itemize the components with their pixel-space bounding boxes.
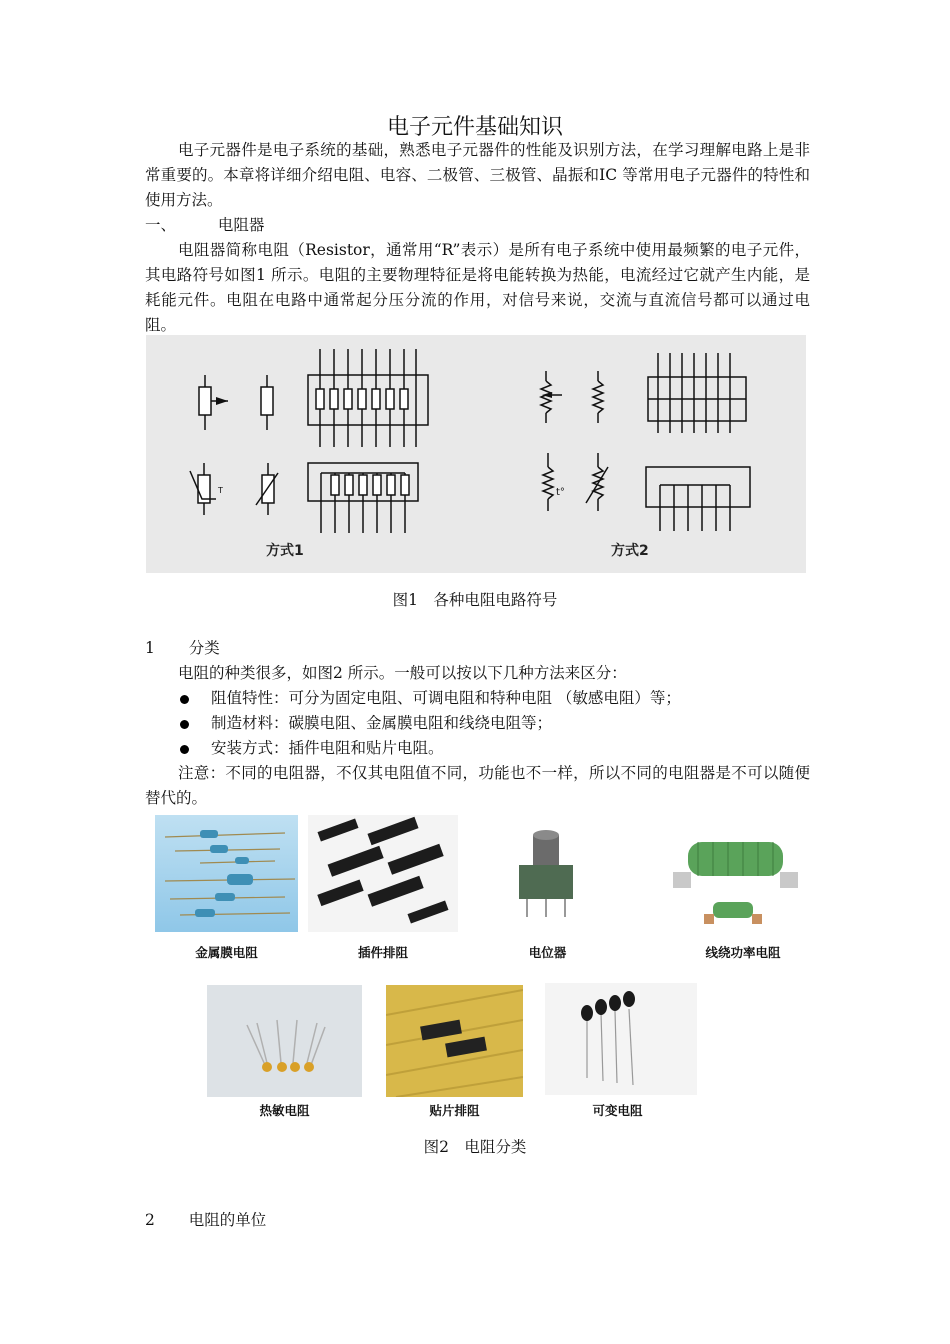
page-title: 电子元件基础知识 bbox=[386, 115, 563, 140]
label-metal-film-resistor: 金属膜电阻 bbox=[195, 945, 258, 960]
label-sip-resistor-network: 插件排阻 bbox=[357, 945, 408, 960]
smd-resistor-network-image bbox=[386, 985, 523, 1097]
figure1-label-style1: 方式1 bbox=[266, 543, 304, 559]
note-paragraph: 注意：不同的电阻器，不仅其电阻值不同，功能也不一样，所以不同的电阻器是不可以随便替代的。 bbox=[145, 764, 810, 807]
subsection2-number: 2 bbox=[145, 1211, 155, 1229]
potentiometer-photo bbox=[505, 825, 585, 925]
label-thermistor: 热敏电阻 bbox=[259, 1103, 310, 1118]
subsection1-title: 分类 bbox=[188, 639, 220, 657]
figure2-caption: 图2 电阻分类 bbox=[423, 1138, 527, 1156]
resistor-symbols-diagram bbox=[146, 335, 806, 573]
thermistor-photo bbox=[207, 985, 362, 1097]
smd-resistor-network-photo bbox=[386, 985, 523, 1097]
subsection1-number: 1 bbox=[145, 639, 155, 657]
label-variable-resistor: 可变电阻 bbox=[592, 1103, 643, 1118]
figure1-resistor-symbols bbox=[146, 335, 806, 573]
intro-paragraph: 电子元器件是电子系统的基础，熟悉电子元器件的性能及识别方法，在学习理解电路上是非常重要的。本章将详细介绍电阻、电容、二极管、三极管、晶振和IC 等常用电子元器件的特性和使用方法。 bbox=[145, 141, 810, 209]
classification-intro: 电阻的种类很多，如图2 所示。一般可以按以下几种方法来区分： bbox=[178, 664, 627, 682]
section1-title: 电阻器 bbox=[217, 216, 265, 234]
bullet-icon bbox=[180, 720, 189, 729]
subsection1-heading bbox=[145, 636, 220, 661]
bullet-item: 制造材料：碳膜电阻、金属膜电阻和线绕电阻等； bbox=[180, 711, 552, 736]
bullet-item: 安装方式：插件电阻和贴片电阻。 bbox=[180, 736, 444, 761]
figure1-caption: 图1 各种电阻电路符号 bbox=[392, 591, 558, 609]
label-wirewound-power-resistor: 线绕功率电阻 bbox=[705, 945, 781, 960]
figure1-t2-label: t° bbox=[556, 487, 565, 498]
wirewound-power-resistor-image bbox=[668, 822, 803, 932]
label-smd-resistor-network: 贴片排阻 bbox=[429, 1103, 480, 1118]
subsection2-title: 电阻的单位 bbox=[188, 1211, 267, 1229]
figure1-t-label: T bbox=[218, 486, 223, 495]
label-potentiometer: 电位器 bbox=[528, 945, 567, 960]
resistor-paragraph: 电阻器简称电阻（Resistor，通常用“R”表示）是所有电子系统中使用最频繁的电子元件，其电路符号如图1 所示。电阻的主要物理特征是将电能转换为热能，电流经过它就产生内能，是耗能元件。电阻在电路中通常起分压分流的作用，对信号来说，交流与直流信号都可以通过电阻。 bbox=[145, 241, 810, 334]
bullet-item: 阻值特性：可分为固定电阻、可调电阻和特种电阻 （敏感电阻）等； bbox=[180, 686, 681, 711]
subsection2-heading bbox=[145, 1208, 266, 1233]
sip-resistor-network-image bbox=[308, 815, 458, 932]
figure1-label-style2: 方式2 bbox=[611, 543, 649, 559]
variable-resistor-image bbox=[545, 983, 697, 1095]
bullet-icon bbox=[180, 695, 189, 704]
metal-film-resistor-image bbox=[155, 815, 298, 932]
potentiometer-image bbox=[505, 825, 585, 925]
section1-heading bbox=[145, 213, 264, 238]
thermistor-image bbox=[207, 985, 362, 1097]
wirewound-power-resistor-photo bbox=[668, 822, 803, 932]
bullet-icon bbox=[180, 745, 189, 754]
metal-film-resistor-photo bbox=[155, 815, 298, 932]
section1-number: 一、 bbox=[145, 216, 177, 234]
sip-resistor-network-photo bbox=[308, 815, 458, 932]
variable-resistor-photo bbox=[545, 983, 697, 1095]
